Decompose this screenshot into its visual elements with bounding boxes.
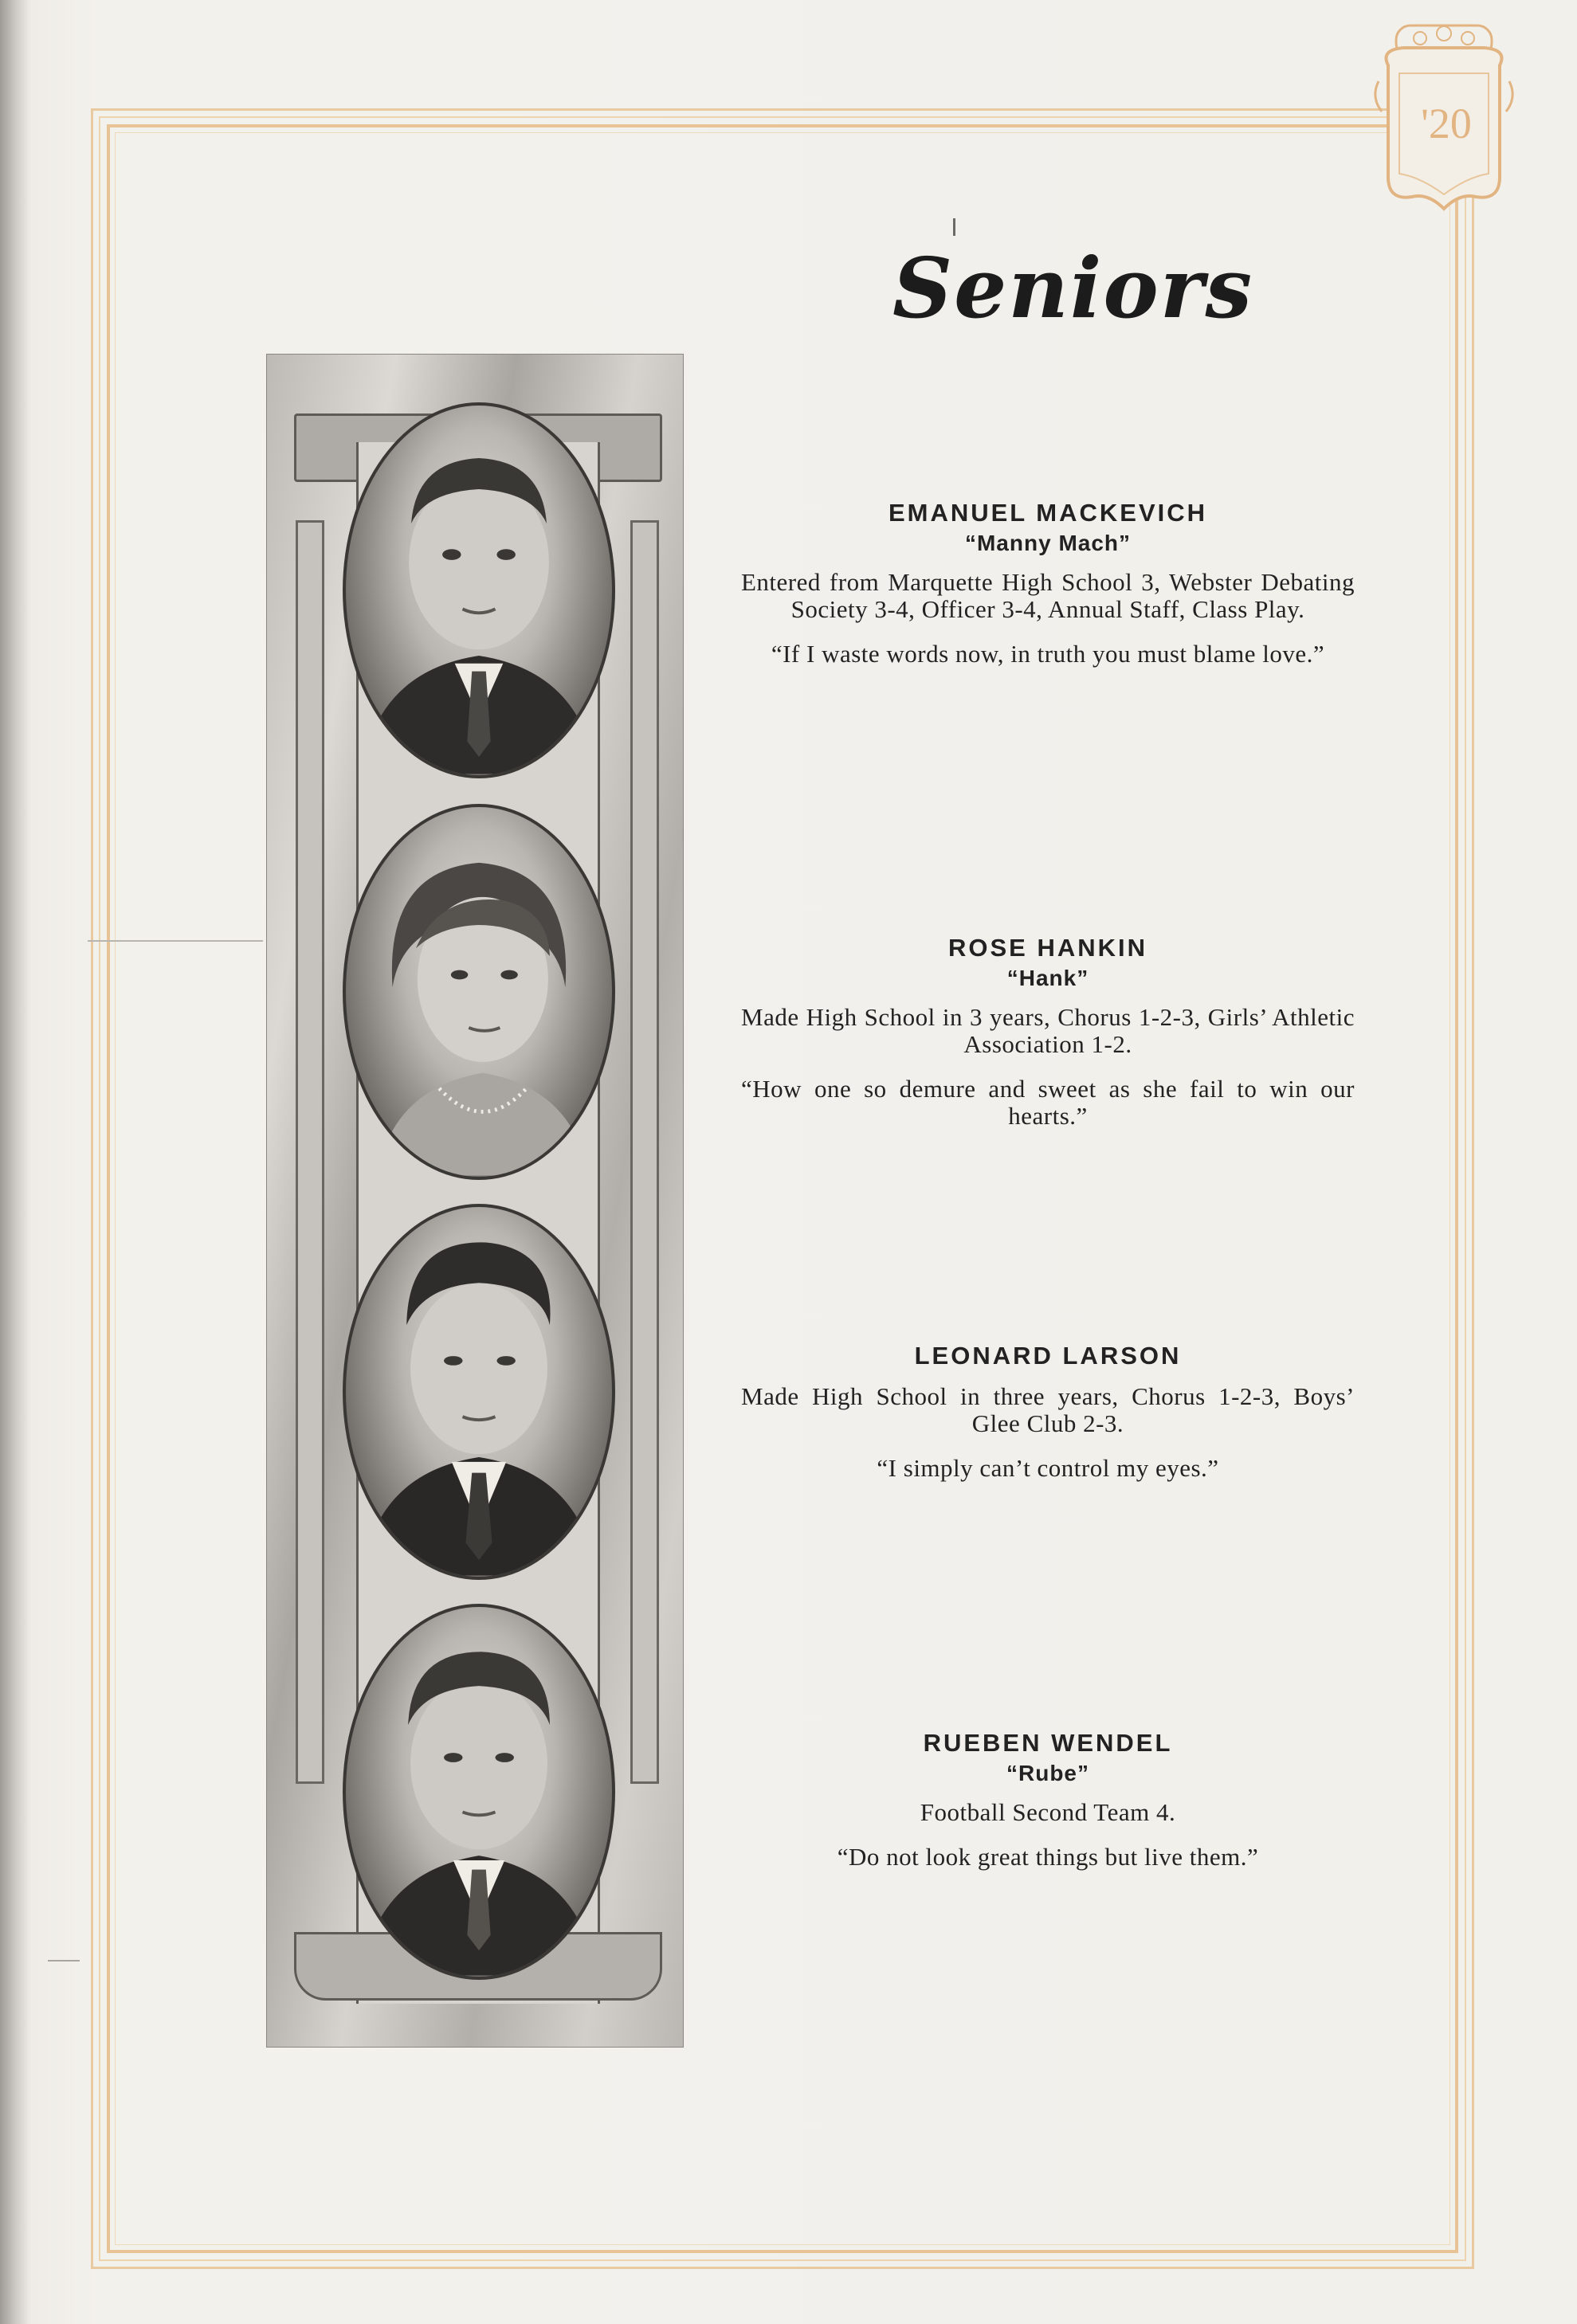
- page-gutter: [0, 0, 27, 2324]
- portrait-photo: [343, 402, 615, 778]
- print-speck: [88, 940, 263, 942]
- panel-right-column: [630, 520, 659, 1784]
- print-speck: [953, 218, 955, 236]
- senior-quote: “I simply can’t control my eyes.”: [877, 1454, 1219, 1482]
- portrait-panel: [266, 354, 684, 2048]
- senior-entry: [741, 499, 1355, 668]
- senior-entry: [741, 1342, 1355, 1482]
- senior-quote: “Do not look great things but live them.”: [837, 1843, 1259, 1871]
- portrait-photo: [343, 1204, 615, 1580]
- senior-nickname: “Hank”: [1006, 966, 1089, 990]
- senior-name: LEONARD LARSON: [914, 1342, 1182, 1370]
- senior-activities: Made High School in three years, Chorus 1-2-3, Boys’ Glee Club 2-3.: [741, 1382, 1355, 1437]
- senior-entry: [741, 1729, 1355, 1871]
- year-badge: '20: [1421, 100, 1472, 147]
- senior-entry: [741, 934, 1355, 1130]
- senior-activities: Entered from Marquette High School 3, Webster Debating Society 3-4, Officer 3-4, Annual Staff, Class Play.: [741, 568, 1355, 623]
- page-title: Seniors: [892, 239, 1254, 337]
- panel-left-column: [296, 520, 324, 1784]
- senior-quote: “If I waste words now, in truth you must blame love.”: [771, 640, 1325, 668]
- senior-quote: “How one so demure and sweet as she fail to win our hearts.”: [741, 1075, 1355, 1130]
- print-speck: [48, 1960, 80, 1961]
- senior-nickname: “Manny Mach”: [964, 531, 1132, 555]
- senior-name: RUEBEN WENDEL: [923, 1729, 1173, 1757]
- portrait-photo: [343, 804, 615, 1180]
- portrait-photo: [343, 1604, 615, 1980]
- senior-name: EMANUEL MACKEVICH: [888, 499, 1208, 527]
- senior-name: ROSE HANKIN: [947, 934, 1147, 962]
- senior-nickname: “Rube”: [1006, 1761, 1089, 1785]
- senior-activities: Made High School in 3 years, Chorus 1-2-3, Girls’ Athletic Association 1-2.: [741, 1003, 1355, 1058]
- senior-activities: Football Second Team 4.: [920, 1798, 1176, 1826]
